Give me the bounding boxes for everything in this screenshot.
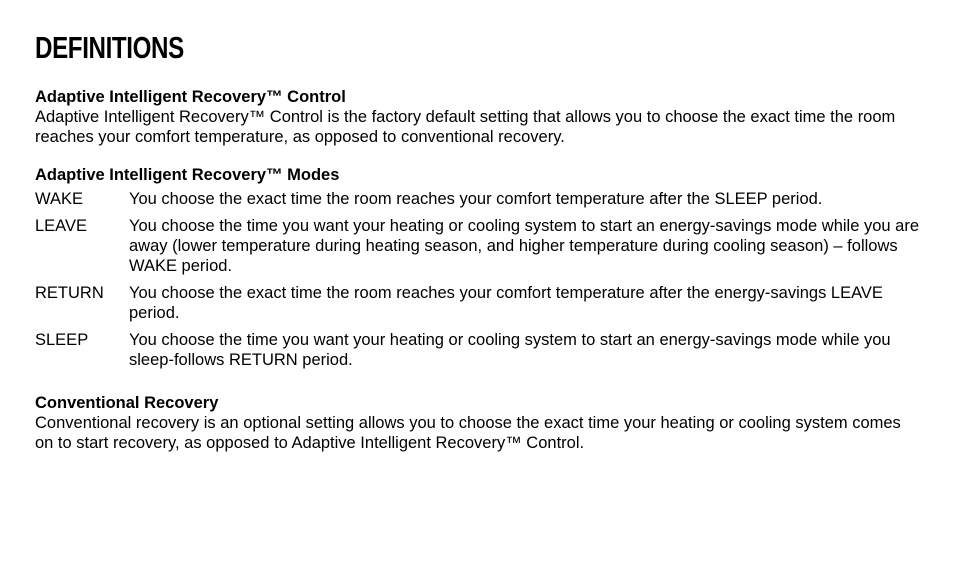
mode-description: You choose the time you want your heating or cooling system to start an energy-savings mode while you are away (lower temperature during heating season, and higher temperature during cooling season) – follows WAKE period. bbox=[129, 217, 919, 275]
control-section bbox=[35, 87, 920, 147]
mode-row-sleep bbox=[35, 330, 920, 370]
conventional-section bbox=[35, 393, 920, 453]
mode-description: You choose the exact time the room reaches your comfort temperature after the energy-savings LEAVE period. bbox=[129, 284, 883, 322]
control-heading: Adaptive Intelligent Recovery™ Control bbox=[35, 88, 346, 106]
page-title: DEFINITIONS bbox=[35, 30, 184, 65]
conventional-heading: Conventional Recovery bbox=[35, 394, 219, 412]
mode-term: WAKE bbox=[35, 190, 83, 208]
mode-description: You choose the exact time the room reaches your comfort temperature after the SLEEP period. bbox=[129, 190, 823, 208]
mode-term: LEAVE bbox=[35, 217, 87, 235]
conventional-body: Conventional recovery is an optional setting allows you to choose the exact time your heating or cooling system comes on to start recovery, as opposed to Adaptive Intelligent Recovery™ Control. bbox=[35, 414, 901, 452]
mode-term: SLEEP bbox=[35, 331, 89, 349]
modes-heading: Adaptive Intelligent Recovery™ Modes bbox=[35, 166, 340, 184]
modes-section bbox=[35, 165, 920, 370]
mode-row-wake bbox=[35, 189, 920, 209]
control-body: Adaptive Intelligent Recovery™ Control is the factory default setting that allows you to choose the exact time the room reaches your comfort temperature, as opposed to conventional recovery. bbox=[35, 108, 896, 146]
mode-row-return bbox=[35, 283, 920, 323]
mode-term: RETURN bbox=[35, 284, 104, 302]
mode-row-leave bbox=[35, 216, 920, 276]
mode-description: You choose the time you want your heating or cooling system to start an energy-savings mode while you sleep-follows RETURN period. bbox=[129, 331, 891, 369]
